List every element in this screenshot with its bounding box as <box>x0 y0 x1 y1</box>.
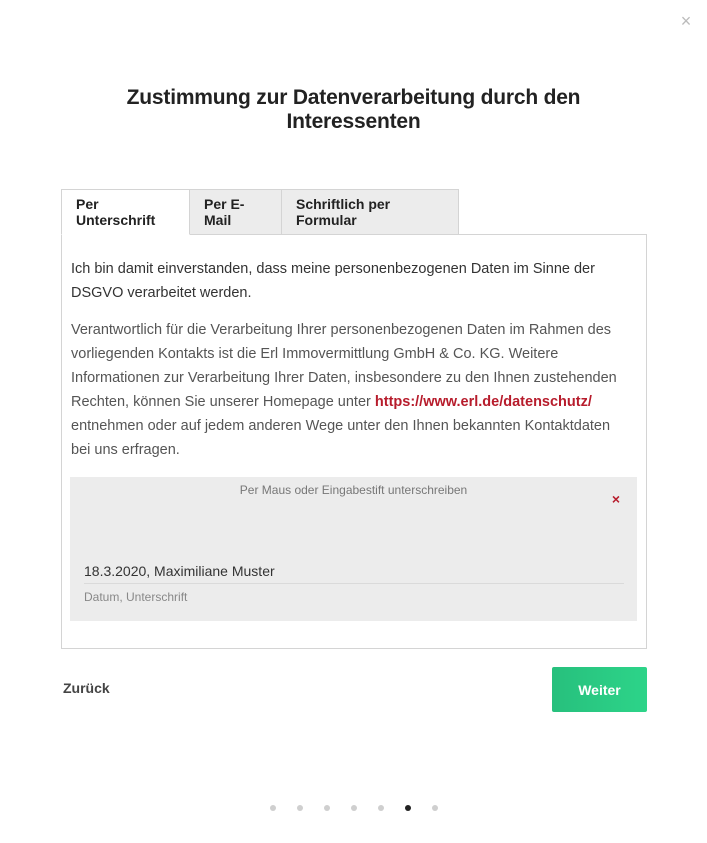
pagination-dot[interactable] <box>324 805 330 811</box>
signature-hint: Per Maus oder Eingabestift unterschreiben <box>239 483 468 497</box>
consent-statement: Ich bin damit einverstanden, dass meine personenbezogenen Daten im Sinne der DSGVO verarbeitet werden. <box>71 261 595 301</box>
privacy-policy-link[interactable]: https://www.erl.de/datenschutz/ <box>374 394 592 410</box>
tab-schriftlich-per-formular[interactable]: Schriftlich per Formular <box>282 189 459 235</box>
pagination-dot[interactable] <box>297 805 303 811</box>
pagination-dot[interactable] <box>432 805 438 811</box>
signature-value: 18.3.2020, Maximiliane Muster <box>84 563 275 579</box>
back-button[interactable]: Zurück <box>63 680 110 696</box>
privacy-info <box>71 318 631 462</box>
pagination-dot[interactable] <box>351 805 357 811</box>
page-title-text: Zustimmung zur Datenverarbeitung durch den Interessenten <box>126 86 581 133</box>
tab-panel <box>61 234 647 649</box>
pagination-dot[interactable] <box>405 805 411 811</box>
clear-signature-icon[interactable]: × <box>611 491 620 507</box>
tab-per-unterschrift[interactable]: Per Unterschrift <box>61 189 190 235</box>
next-button[interactable]: Weiter <box>552 667 647 712</box>
signature-label: Datum, Unterschrift <box>84 590 188 604</box>
signature-pad[interactable] <box>70 477 637 621</box>
tab-bar <box>61 189 459 235</box>
privacy-info-text-2: entnehmen oder auf jedem anderen Wege unter den Ihnen bekannten Kontaktdaten bei uns erfragen. <box>71 418 611 458</box>
page-title <box>0 86 707 134</box>
privacy-info-text-1: Verantwortlich für die Verarbeitung Ihrer personenbezogenen Daten im Rahmen des vorliegenden Kontakts ist die Erl Immovermittlung GmbH & Co. KG. Weitere Informationen zur Verarbeitung Ihrer Daten, insbesondere zu den Ihnen zustehenden Rechten, können Sie unserer Homepage unter <box>71 322 617 410</box>
pagination-dot[interactable] <box>378 805 384 811</box>
signature-line <box>84 583 624 584</box>
tab-per-email[interactable]: Per E-Mail <box>190 189 282 235</box>
pagination-dot[interactable] <box>270 805 276 811</box>
close-icon[interactable]: × <box>680 11 692 31</box>
pagination-dots <box>270 805 438 811</box>
